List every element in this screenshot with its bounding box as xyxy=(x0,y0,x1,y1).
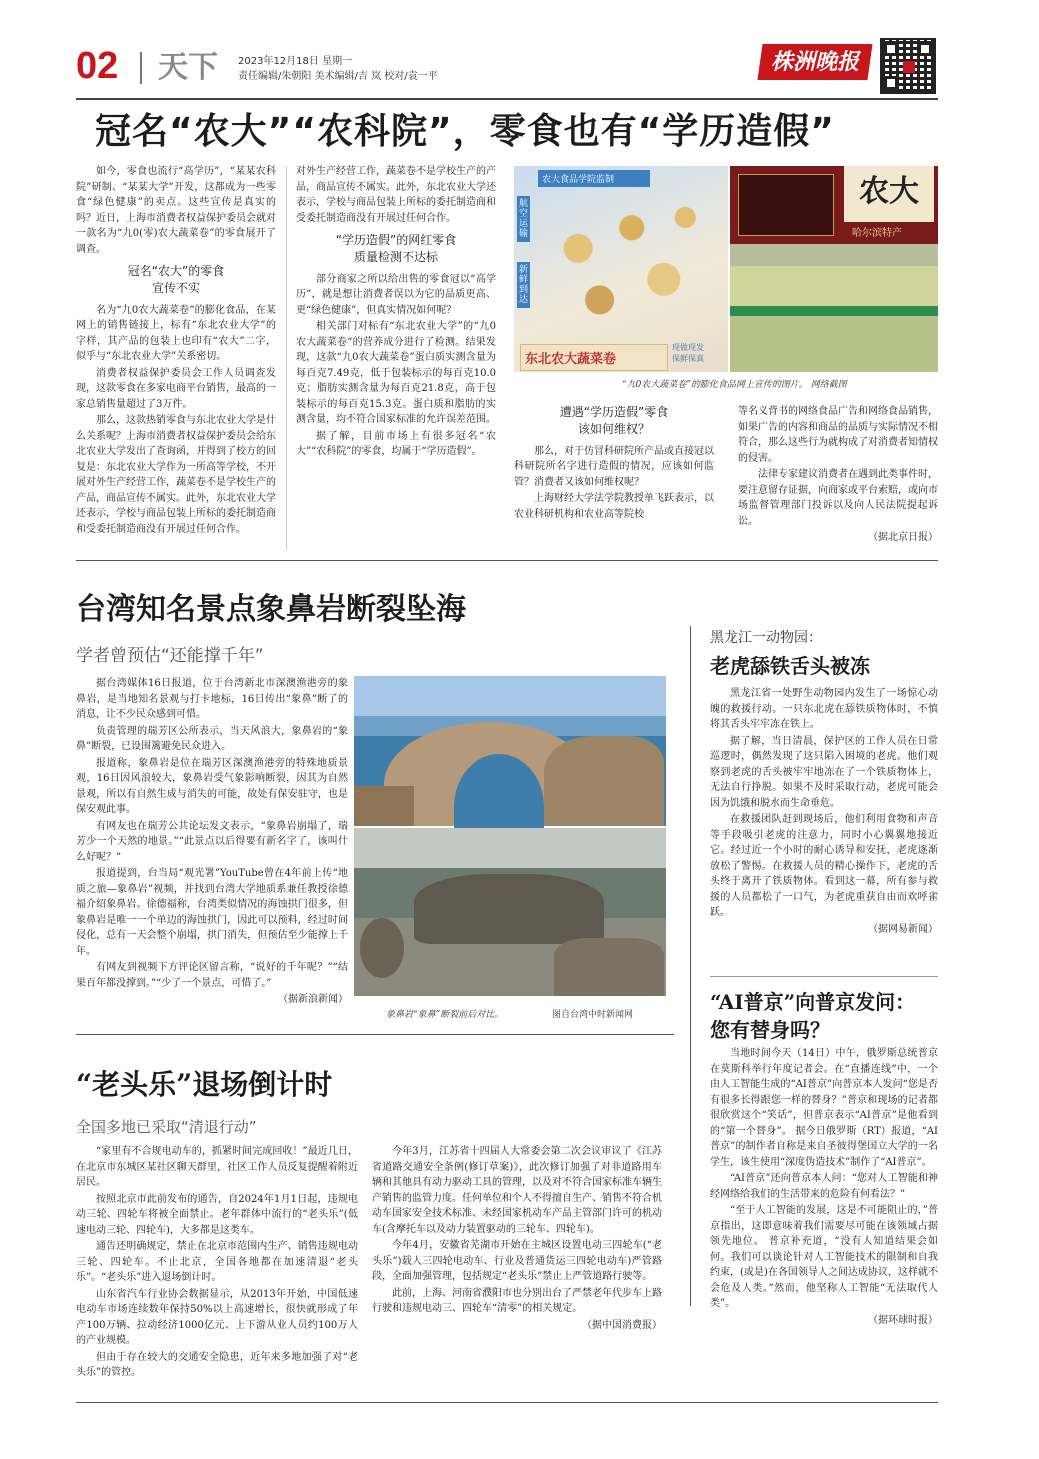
paragraph: 报道称，象鼻岩是位在瑞芳区深澳渔港旁的特殊地质景观，16日因风浪较大，象鼻岩受气象影响断裂，因其为自然景观，所以有自然生成与消失的可能，故处有保安驻守，也是保安观此事。 xyxy=(76,757,348,815)
paragraph: 等名义背书的网络食品广告和网络食品销售，如果广告的内容和商品的品质与实际情况不相符合，那么这些行为就构成了对消费者知情权的侵害。 xyxy=(738,406,938,464)
header-divider xyxy=(140,52,142,84)
section-rule xyxy=(710,976,938,977)
paragraph: 报道提到，台当局“观光署”YouTube曾在4年前上传“地质之旅—象鼻岩”视频，并找到台湾大学地质系兼任教授徐德福介绍象鼻岩。徐德福称，台湾类似情况的海蚀拱门很多，但象鼻岩是唯一一个单边的海蚀拱门，因此可以预料，经过时间侵化，总有一天会整个崩塌，拱门消失，但预估至少能撑上千年。 xyxy=(76,868,348,957)
paragraph: 法律专家建议消费者在遇到此类事件时，要注意留存证据，向商家或平台索赔，或向市场监督管理部门投诉以及向人民法院提起诉讼。 xyxy=(738,469,938,527)
subheading: 冠名“农大”的零食 宣传不实 xyxy=(127,264,225,296)
article5-title: “老头乐”退场倒计时 xyxy=(76,1068,333,1101)
photo-product-name: 东北农大蔬菜卷 xyxy=(520,344,668,371)
paragraph: 山东省汽车行业协会数据显示，从2013年开始，中国低速电动车市场连续数年保持50%以上高速增长，很快就形成了年产100万辆、拉动经济1000亿元、上下游从业人员约100万人的产业规模。 xyxy=(76,1288,358,1346)
paragraph: 据台湾媒体16日报道，位于台湾新北市深澳渔港旁的象鼻岩，是当地知名景观与打卡地标，16日传出“象鼻”断了的消息，让不少民众感到可惜。 xyxy=(76,678,348,720)
paragraph: “家里有不合规电动车的，抓紧时间完成回收！”最近几日，在北京市东城区某社区聊天群里，社区工作人员反复提醒着附近居民。 xyxy=(76,1146,358,1188)
article1-col4 xyxy=(738,404,938,547)
page-number: 02 xyxy=(76,45,119,87)
article1-col3 xyxy=(514,404,714,523)
article3-kicker: 黑龙江一动物园： xyxy=(710,630,822,646)
elephant-rock-before-photo xyxy=(354,676,666,826)
footer-rule xyxy=(76,1402,938,1403)
paragraph: “至于人工智能的发展，这是不可能阻止的，”普京指出，这即意味着我们需要尽可能在该领域占据领先地位。 普京补充道，“没有人知道结果会如何。我们可以谈论针对人工智能技术的限制和自我约束，(或是)在各国领导人之间达成协议，这样就不会危及人类。”然而，他坚称人工智能“无法取代人类”。 xyxy=(710,1205,938,1309)
paragraph: 如今，零食也流行“高学历”，“某某农科院”研制、“某某大学”开发，这都成为一些零食“绿色健康”的卖点。这些宣传是真实的吗？近日，上海市消费者权益保护委员会就对一款名为“九0(零)农大蔬菜卷”的零食展开了调查。 xyxy=(76,166,276,255)
column-divider xyxy=(690,626,691,1306)
paragraph: “AI普京”还向普京本人问：“您对人工智能和神经网络给我们的生活带来的危险有何看法？” xyxy=(710,1173,938,1200)
article1-col2 xyxy=(296,164,496,461)
paragraph: 名为“九0农大蔬菜卷”的膨化食品，在某网上的销售链接上，标有“东北农业大学”的字样，其产品的包装上也印有“农大”二字，似乎与“东北农业大学”关系密切。 xyxy=(76,304,276,363)
paragraph: 有网友也在瑞芳公共论坛发文表示，“象鼻岩崩塌了，瑞芳少一个天然的地景。”“此景点以后得要有新名字了，该叫什么好呢？” xyxy=(76,820,348,863)
article1-col1 xyxy=(76,164,276,535)
paragraph: 据了解，目前市场上有很多冠名“农大”“农科院”的零食，均属于“学历造假”。 xyxy=(296,430,496,458)
section-rule xyxy=(76,560,938,561)
paragraph: 对外生产经营工作，蔬菜卷不是学校生产的产品，商品宣传不属实。此外，东北农业大学还表示，学校与商品包装上所标的委托制造商和受委托制造商没有开展过任何合作。 xyxy=(296,166,496,224)
article3-title: 老虎舔铁舌头被冻 xyxy=(710,654,870,678)
paragraph: 部分商家之所以给出售的零食冠以“高学历”，就是想让消费者误以为它的品质更高、更“绿色健康”，但真实情况如何呢？ xyxy=(296,273,496,316)
article2-title: 台湾知名景点象鼻岩断裂坠海 xyxy=(76,592,466,627)
photo-side-label: 新鲜到达 xyxy=(517,262,530,308)
article2-subtitle: 学者曾预估“还能撑千年” xyxy=(76,646,264,666)
paragraph: 今年4月，安徽省芜湖市开始在主城区设置电动三四轮车(“老头乐”)载人三四轮电动车、行业及普通货运三四轮电动车)严管路段，全面加强管理，包括规定“老头乐”禁止上严管道路行驶等。 xyxy=(372,1240,662,1282)
photo-tagline: 现做现发 保鲜保真 xyxy=(672,343,704,363)
photo-side-label: 航空运输 xyxy=(517,196,530,242)
shelf-sign: 农大 xyxy=(844,166,934,222)
paragraph: 黑龙江省一处野生动物园内发生了一场惊心动魄的救援行动。一只东北虎在舔铁质物体时，不慎将其舌头牢牢冻在铁上。 xyxy=(710,688,938,730)
article2-col xyxy=(76,676,348,1009)
paragraph: 但由于存在较大的交通安全隐患，近年来多地加强了对“老头乐”的管控。 xyxy=(76,1351,358,1378)
section-name: 天下 xyxy=(158,50,218,85)
elephant-rock-after-photo xyxy=(354,828,666,996)
paragraph: 那么，对于仿冒科研院所产品或直接冠以科研院所名字进行造假的情况，应该如何监管？消费者又该如何维权呢？ xyxy=(514,445,714,488)
article1-title: 冠名“农大”“农科院”，零食也有“学历造假” xyxy=(95,111,835,152)
article4-title: “AI普京”向普京发问： 您有替身吗？ xyxy=(710,990,916,1042)
paragraph: 当地时间今天（14日）中午，俄罗斯总统普京在莫斯科举行年度记者会。在“直播连线”中，一个由人工智能生成的“AI普京”向普京本人发问“您是否有很多长得跟您一样的替身？”普京和现场的记者都很欣赏这个“笑话”，但普京表示“AI普京”是他看到的“第一个替身”。 据今日俄罗斯（RT）报道，“AI普京”的制作者自称是来自圣彼得堡国立大学的一名学生，该生使用“深度伪造技术”制作了“AI普京”。 xyxy=(710,1048,938,1168)
paragraph: 按照北京市此前发布的通告，自2024年1月1日起，违规电动三轮、四轮车将被全面禁止。老年群体中流行的“老头乐”(低速电动三轮、四轮车)，大多都是这类车。 xyxy=(76,1193,358,1236)
paragraph: 此前，上海、河南省濮阳市也分别出台了严禁老年代步车上路行驶和违规电动三、四轮车“清零”的相关规定。 xyxy=(372,1287,662,1314)
source-credit: （据新浪新闻） xyxy=(278,994,348,1005)
store-shelf-photo xyxy=(730,166,938,372)
qr-code-icon xyxy=(880,38,936,94)
section-rule xyxy=(76,1034,674,1035)
subheading: 遭遇“学历造假”零食 该如何维权？ xyxy=(559,405,669,437)
source-credit: （据北京日报） xyxy=(868,532,938,543)
paragraph: 上海财经大学法学院教授单飞跃表示，以农业科研机构和农业高等院校 xyxy=(514,493,714,520)
source-credit: （据网易新闻） xyxy=(868,923,938,935)
snack-package-photo xyxy=(514,166,728,372)
article5-col1 xyxy=(76,1144,358,1382)
article3-col xyxy=(710,686,938,938)
editors-line: 责任编辑/朱朝阳 美术编辑/吉 岚 校对/袁一平 xyxy=(238,71,438,82)
paragraph: 通告还明确规定，禁止在北京市范围内生产、销售违规电动三轮、四轮车。不止北京，全国各地都在加速清退“老头乐”。“老头乐”进入退场倒计时。 xyxy=(76,1241,358,1283)
source-credit: （据中国消费报） xyxy=(582,1319,662,1331)
paragraph: 有网友到视频下方评论区留言称，“说好的千年呢？”“结果百年都没撑到。”“少了一个景点，可惜了。” xyxy=(76,962,348,989)
photo-caption-right: 图自台湾中时新闻网 xyxy=(552,1010,634,1020)
article5-col2 xyxy=(372,1144,662,1334)
photo-caption: “九0农大蔬菜卷”的膨化食品网上宣传的图片。 网络截图 xyxy=(622,380,847,390)
subheading: “学历造假”的网红零食 质量检测不达标 xyxy=(335,233,457,265)
article4-col xyxy=(710,1046,938,1329)
column-divider xyxy=(286,166,287,550)
logo-text: 株洲晚报 xyxy=(770,49,859,75)
paragraph: 负责管理的瑞芳区公所表示，当天风浪大，象鼻岩的“象鼻”断裂，已设围篱避免民众进入。 xyxy=(76,725,348,752)
date-line: 2023年12月18日 星期一 xyxy=(238,56,353,67)
paragraph: 据了解，当日清晨，保护区的工作人员在日常巡逻时，偶然发现了这只陷入困境的老虎。他们观察到老虎的舌头被牢牢地冻在了一个铁质物体上，无法自行挣脱。如果不及时采取行动，老虎可能会因为饥饿和脱水而生命垂危。 xyxy=(710,735,938,809)
paragraph: 相关部门对标有“东北农业大学”的“九0农大蔬菜卷”的营养成分进行了检测。结果发现，这款“九0农大蔬菜卷”蛋白质实测含量为每百克7.49克，低于包装标示的每百克10.0克；脂肪实测含量为每百克21.8克，高于包装标示的每百克15.3克。蛋白质和脂肪的实测含量，均不符合国家标准的允许误差范围。 xyxy=(296,321,496,426)
paragraph: 在救援团队赶到现场后，他们利用食物和声音等手段吸引老虎的注意力，同时小心翼翼地接近它。经过近一个小时的耐心诱导和安抚，老虎逐渐放松了警惕。在救援人员的精心操作下，老虎的舌头终于离开了铁质物体。看到这一幕，所有参与救援的人员都松了一口气，为老虎重获自由而欢呼雀跃。 xyxy=(710,814,938,918)
header-rule xyxy=(76,98,938,100)
newspaper-logo xyxy=(757,44,872,80)
shelf-sign-sub: 哈尔滨特产 xyxy=(852,228,902,239)
paragraph: 消费者权益保护委员会工作人员调查发现，这款零食在多家电商平台销售，最高的一家总销售量超过了3万件。 xyxy=(76,367,276,410)
photo-caption-left: 象鼻岩“象鼻”断裂前后对比。 xyxy=(386,1010,504,1020)
photo-banner: 农大食品学院监制 xyxy=(538,170,650,187)
article5-subtitle: 全国多地已采取“清退行动” xyxy=(76,1118,257,1136)
paragraph: 今年3月，江苏省十四届人大常委会第二次会议审议了《江苏省道路交通安全条例(修订草案)》，此次修订加强了对非道路用车辆和其他具有动力驱动工具的管理，以及对不符合国家标准车辆生产销售的监管力度。任何单位和个人不得擅自生产、销售不符合机动车国家安全技术标准、未经国家机动车产品主管部门许可的机动车(含摩托车以及动力装置驱动的三轮车、四轮车)。 xyxy=(372,1146,662,1235)
source-credit: （据环球时报） xyxy=(868,1314,938,1326)
paragraph: 那么，这款热销零食与东北农业大学是什么关系呢？上海市消费者权益保护委员会给东北农业大学发出了查询函，并得到了校方的回复是：东北农业大学作为一所高等学校，不开展对外生产经营工作，蔬菜卷不是学校生产的产品，商品宣传不属实。此外，东北农业大学还表示，学校与商品包装上所标的委托制造商和受委托制造商没有开展过任何合作。 xyxy=(76,415,276,535)
